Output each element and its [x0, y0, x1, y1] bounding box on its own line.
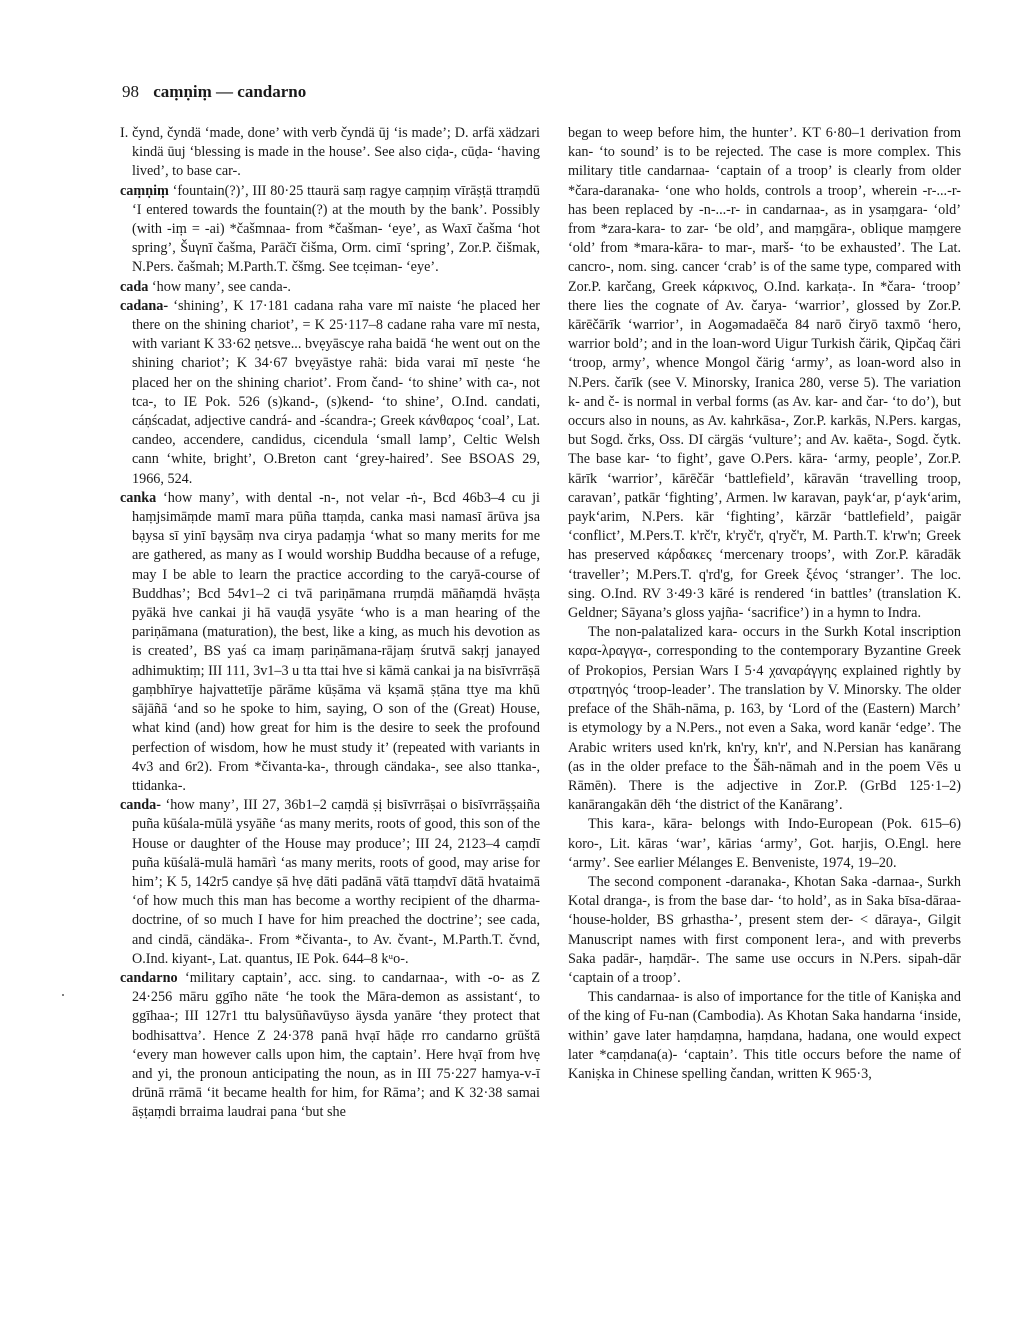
entry-candarno: candarno ‘military captain’, acc. sing. to candarnaa-, with -o- as Z 24·256 māru ggīho nāte ‘he took the Māra-demon as assistant‘, to ggīhaa-; III 127r1 ttu balysūñavūyso äysda yanāre ‘they protect that bodhisattva’. Hence Z 24·378 panā hvạī hāḍe rro candarno grūštā ‘every man however calls upon him, the captain’. Here hvạī from hvẹ and yi, the pronoun anticipating the noun, as in III 75·227 hamya-v-ī drūnā rrāmā ‘it became health for him, for Rāma’; and K 32·38 samai āṣṭaṃdi brraima laudrai pana ‘but she: [120, 969, 540, 1121]
entry-canka: canka ‘how many’, with dental -n-, not velar -ṅ-, Bcd 46b3–4 cu ji haṃjsimāṃde mamī mara pūña ttaṃda, canka masi namasī ārūva jsa bạysa sī yinī bạysāṃ nva cirya padaṃja ‘what so many merits for me are gathered, as many as I would worship Buddha because of a refuge, may I be able to learn the practice according to the caryā-course of Buddhas’; Bcd 54v1–2 ci tvā pariṇāmana rruṃdä māñaṃdä hvāṣṭa pyākä hve cankai ji hā vauḍā ysyāte ‘who is a man hearing of the pariṇāmana (maturation), the best, like a king, as much his devotion as is created’, BS yaś ca imaṃ pariṇāmana-rājaṃ śrutvā sakṛj janayed adhimuktiṃ; III 111, 3v1–3 u tta ttai hve si kāmä cankai ja na bisīvrrāṣā gaṃbhīrye hajvattetīje pārāme kūṣāma vä kṣamā ṣṭāna ttye ma khū sājāñā ‘and so he spoke to him, saying, O son of the (Great) House, what kind (and) how great for him is the desire to seek the profound perfection of wisdom, how he must study it’ (repeated with variants in 4v3 and 6r2). From *čivanta-ka-, through cändaka-, see also ttanka-, ttidanka-.: [120, 489, 540, 794]
headword: cadana-: [120, 297, 169, 314]
paragraph: This candarnaa- is also of importance for the title of Kaniṣka and of the king of Fu-nan (Cambodia). As Khotan Saka handarna ‘inside, within’ gave later haṃdaṃna, haṃdana, hadana, one would expect later *caṃdana(a)- ‘captain’. This title occurs before the name of Kaniṣka in Chinese spelling čandan, written K 965·3,: [568, 989, 961, 1082]
right-continuation: began to weep before him, the hunter’. KT 6·80–1 derivation from kan- ‘to sound’ is to be rejected. The case is more complex. This military title candarnaa- ‘captain of a troop’ is clearly from older *čara-daranaka- ‘one who holds, controls a troop’, wherein -r-...-r- has been replaced by -n-...-r- in candarnaa-, as in ysaṃgara- ‘old’ from *zara-kara- to zar- ‘be old’, and maṃgāra-, oblique maṃgere ‘old’ from *mara-kāra- to mar-, marš- ‘to be exhausted’. The Lat. cancro-, nom. sing. cancer ‘crab’ is of the same type, compared with Zor.P. karčang, Greek κάρκινος, O.Ind. karkaṭa-. In *čara- ‘troop’ there lies the cognate of Av. čarya- ‘warrior’, glossed by Zor.P. kārēčārīk ‘warrior’, in Aogəmadaēča 84 narō čiryō taxmō ‘hero, warrior bold’; and in the loan-word Uigur Turkish čärik, Qipčaq čäri ‘troop, army’, whence Mongol čärig ‘army’, as loan-word also in N.Pers. čarīk (see V. Minorsky, Iranica 280, verse 5). The variation k- and č- is normal in verbal forms (as Av. kar- and čar- ‘to do’), but occurs also in nouns, as Av. kahrkāsa-, Zor.P. karkās, N.Pers. kargas, but Sogd. črks, Oss. DI cärgäs ‘vulture’; and Av. kaēta-, Sogd. čytk. The base kar- ‘to fight’, gave O.Pers. kāra- ‘army, people’, Zor.P. kārīk ‘warrior’, kārēčār ‘battlefield’, kāravān ‘travelling troop, caravan’, patkār ‘fighting’, Armen. lw karavan, payk‘ar, p‘ayk‘arim, payk‘arim, N.Pers. kār ‘fighting’, kārzār ‘battlefield’, paigār ‘conflict’, M.Pers.T. k'rč'r, k'ryč'r, q'ryč'r, M. Parth.T. k'rw'n; Greek has preserved κάρδακες ‘mercenary troops’, with Zor.P. kāradāk ‘traveller’; M.Pers.T. q'rd'g, for Greek ξένος ‘stranger’. The loc. sing. O.Ind. RV 3·49·3 kāré is rendered ‘in battles’ (translation K. Geldner; Sāyana’s gloss yajña- ‘sacrifice’) in a hymn to Indra.: [568, 125, 961, 622]
left-continuation: I. čynd, čyndä ‘made, done’ with verb čyndä ūj ‘is made’; D. arfä xädzari kindä ūuj ‘blessing is made in the house’. See also ciḍa-, cūḍa- ‘having lived’, to base car-.: [120, 125, 540, 180]
headword: canda-: [120, 797, 161, 814]
headword: cada: [120, 278, 149, 295]
running-head: caṃṇiṃ — candarno: [153, 82, 307, 101]
headword: canka: [120, 489, 157, 506]
entry-canda: canda- ‘how many’, III 27, 36b1–2 caṃdä ṣị bisīvrrāṣai o bisīvrrāṣṣaiña puña kūśala-mūlä ysyāñe ‘as many merits, roots of good, this son of the House or daughter of the House may produce’; III 24, 2123–4 caṃdī puña kūśalä-mulä hamārì ‘as many merits, roots of good, may arise for him’; K 5, 142r5 candye ṣā hvẹ dāti padānā vātā ttaṃdvī dātā hvataimā ‘of how much this man has become a worthy recipient of the dharma-doctrine, of so much I have for him preached the doctrine’; see cada, and cindā, cändäka-. From *čivanta-, to Av. čvant-, M.Parth.T. čvnd, O.Ind. kiyant-, Lat. quantus, IE Pok. 644–8 kᵘo-.: [120, 797, 540, 967]
paragraph: This kara-, kāra- belongs with Indo-European (Pok. 615–6) koro-, Lit. kāras ‘war’, kārias ‘army’, Got. harjis, O.Engl. here ‘army’. See earlier Mélanges E. Benveniste, 1974, 19–20.: [568, 816, 961, 871]
page-number: 98: [122, 82, 139, 101]
right-column: [568, 124, 961, 1084]
left-column: [120, 124, 540, 1123]
margin-speck: [62, 994, 64, 996]
headword: candarno: [120, 969, 178, 986]
headword: caṃṇiṃ: [120, 182, 169, 199]
entry-cadana: cadana- ‘shining’, K 17·181 cadana raha vare mī naiste ‘he placed her there on the shining chariot’, = K 25·117–8 cadane raha vare mī nesta, with variant K 33·62 ṇetsve... bvẹyāscye raha baidā ‘he went out on the shining chariot’; K 34·67 bvẹyāstye rahä: bida varai mī ṇeste ‘he placed her on the shining chariot’. From čand- ‘to shine’ with ca-, not tca-, to IE Pok. 526 (s)kand-, (s)kend- ‘to shine’, O.Ind. candati, cáṇścadat, adjective candrá- and -ścandra-; Greek κάνθαρος ‘coal’, Lat. candeo, accendere, candidus, cicendula ‘small lamp’, Celtic Welsh cann ‘white, bright’, O.Breton cant ‘grey-haired’. See BSOAS 29, 1966, 524.: [120, 297, 540, 487]
entry-camnim: caṃṇiṃ ‘fountain(?)’, III 80·25 ttaurä saṃ ragye caṃṇiṃ vīrāṣṭä ttraṃdū ‘I entered towards the fountain(?) at the mouth by the bank’. Possibly (with -iṃ = -ai) *čašmnaa- from *čašman- ‘eye’, as Waxī čašma ‘hot spring’, Šuγnī čašma, Parāčī čišma, Orm. cimī ‘spring’, Zor.P. čišmak, N.Pers. čašmah; M.Parth.T. čšmg. See tcẹiman- ‘eye’.: [120, 182, 540, 276]
paragraph: The non-palatalized kara- occurs in the Surkh Kotal inscription καρα-λραγγα-, corresponding to the contemporary Byzantine Greek of Prokopios, Persian Wars I 5·4 χαναράγγης explained rightly by στρατηγός ‘troop-leader’. The translation by V. Minorsky. The older preface of the Shāh-nāma, p. 163, by ‘Lord of the (Eastern) March’ is etymology by a N.Pers., not even a Saka, word kanār ‘edge’. The Arabic writers used kn'rk, kn'ry, kn'r', and N.Persian has kanārang (as in the older preface to the Šāh-nāmah and in the poem Vēs u Rāmēn). There is the adjective in Zor.P. (GrBd 125·1–2) kanārangakān dēh ‘the district of the Kanārang’.: [568, 624, 961, 814]
page-header: [122, 82, 306, 102]
paragraph: The second component -daranaka-, Khotan Saka -darnaa-, Surkh Kotal dranga-, is from the base dar- ‘to hold’, as in Saka bīsa-dāraa- ‘house-holder, BS grhastha-’, present stem der- < dāraya-, Gilgit Manuscript names with first component lera-, and with preverbs Saka padār-, haṃdār-. The same use occurs in N.Pers. sipah-dār ‘captain of a troop’.: [568, 873, 961, 986]
entry-cada: cada ‘how many’, see canda-.: [120, 278, 291, 295]
